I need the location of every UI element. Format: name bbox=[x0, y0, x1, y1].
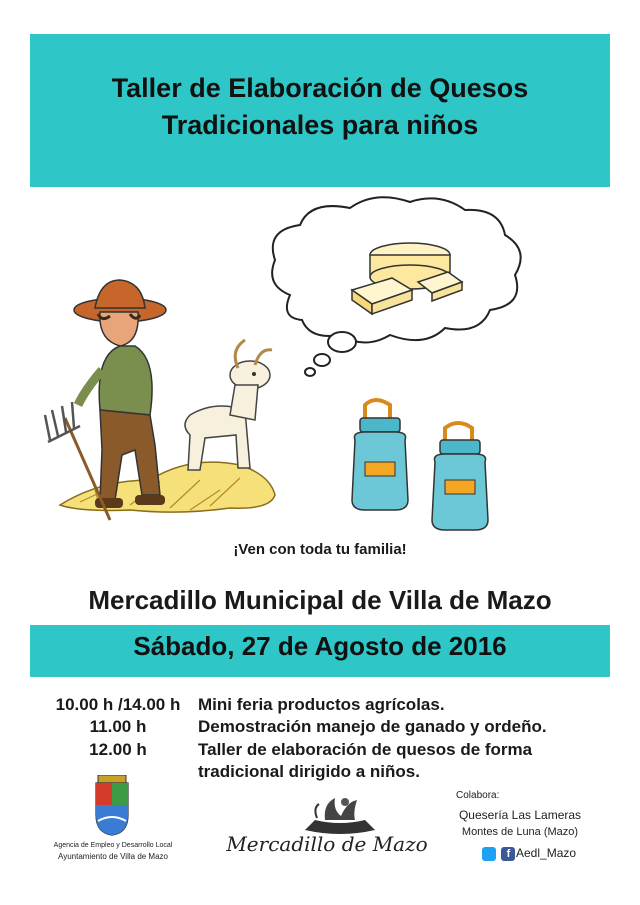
schedule-desc: Taller de elaboración de quesos de forma bbox=[198, 740, 533, 759]
milk-can-left-icon bbox=[352, 400, 408, 510]
schedule-desc: Mini feria productos agrícolas. bbox=[198, 695, 445, 714]
title-line-1: Taller de Elaboración de Quesos bbox=[111, 73, 529, 103]
collab-name: Quesería Las Lameras bbox=[458, 808, 582, 822]
schedule-desc: Demostración manejo de ganado y ordeño. bbox=[198, 717, 547, 736]
event-date: Sábado, 27 de Agosto de 2016 bbox=[133, 631, 507, 661]
twitter-icon bbox=[482, 847, 496, 861]
collab-place: Montes de Luna (Mazo) bbox=[461, 826, 579, 838]
schedule-desc-continued: tradicional dirigido a niños. bbox=[198, 762, 420, 781]
agency-line-2: Ayuntamiento de Villa de Mazo bbox=[58, 852, 168, 861]
tagline: ¡Ven con toda tu familia! bbox=[233, 541, 407, 558]
agency-line-1: Agencia de Empleo y Desarrollo Local bbox=[53, 842, 173, 849]
page-title bbox=[30, 70, 610, 144]
mercadillo-logo-text: Mercadillo de Mazo bbox=[226, 832, 428, 856]
venue-title: Mercadillo Municipal de Villa de Mazo bbox=[88, 585, 552, 615]
facebook-icon: f bbox=[501, 847, 515, 861]
schedule-time: 11.00 h bbox=[89, 717, 147, 736]
title-line-2: Tradicionales para niños bbox=[161, 110, 479, 140]
mercadillo-logo-icon bbox=[295, 790, 385, 838]
collab-label: Colabora: bbox=[456, 790, 500, 801]
farmer-icon bbox=[45, 280, 166, 520]
goat-icon bbox=[185, 340, 272, 470]
milk-can-right-icon bbox=[432, 423, 488, 530]
schedule-time: 10.00 h /14.00 h bbox=[55, 695, 181, 714]
schedule-time: 12.00 h bbox=[89, 740, 147, 759]
social-handle: Aedl_Mazo bbox=[516, 846, 577, 860]
hay-pile bbox=[60, 462, 275, 512]
municipal-crest-icon bbox=[90, 775, 134, 837]
social-icons bbox=[482, 845, 515, 863]
farmer-goat-cheese-illustration bbox=[40, 190, 610, 550]
